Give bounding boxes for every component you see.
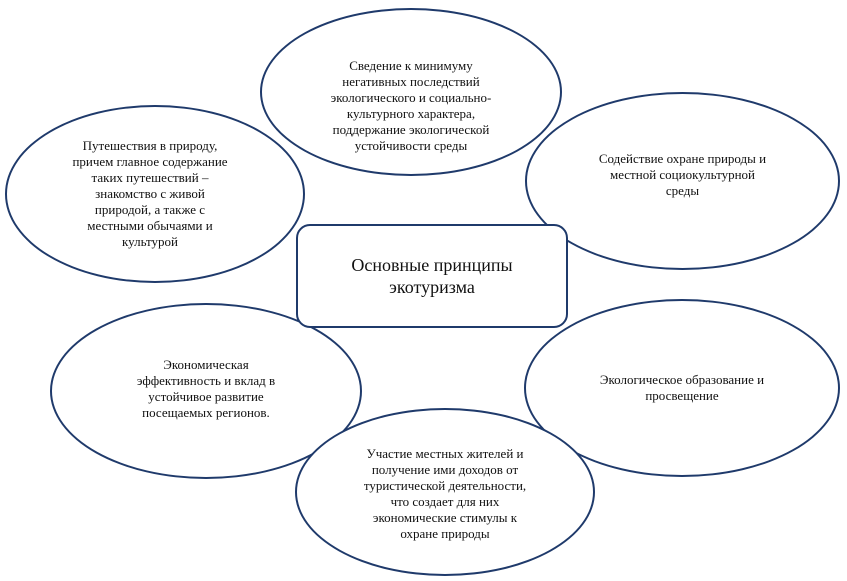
principle-nature-protection [525, 92, 840, 270]
central-concept-title: Основные принципы экотуризма [351, 255, 513, 297]
principle-local-participation [295, 408, 595, 576]
principle-nature-travel-text: Путешествия в природу, причем главное содержание таких путешествий – знакомство с живой природой, а также с местными обычаями и культурой [72, 138, 228, 249]
principle-minimize-impact-text: Сведение к минимуму негативных последствий экологического и социально- культурного характера, поддержание экологической устойчивости среды [330, 58, 492, 153]
central-concept-box [296, 224, 568, 328]
principle-nature-protection-text: Содействие охране природы и местной социокультурной среды [598, 151, 767, 198]
principle-economic-efficiency-text: Экономическая эффективность и вклад в устойчивое развитие посещаемых регионов. [136, 357, 276, 420]
principle-ecological-education-text: Экологическое образование и просвещение [599, 372, 765, 403]
principle-nature-travel [5, 105, 305, 283]
principle-local-participation-text: Участие местных жителей и получение ими доходов от туристической деятельности, что создает для них экономические стимулы к охране природы [363, 446, 527, 541]
principle-minimize-impact [260, 8, 562, 176]
